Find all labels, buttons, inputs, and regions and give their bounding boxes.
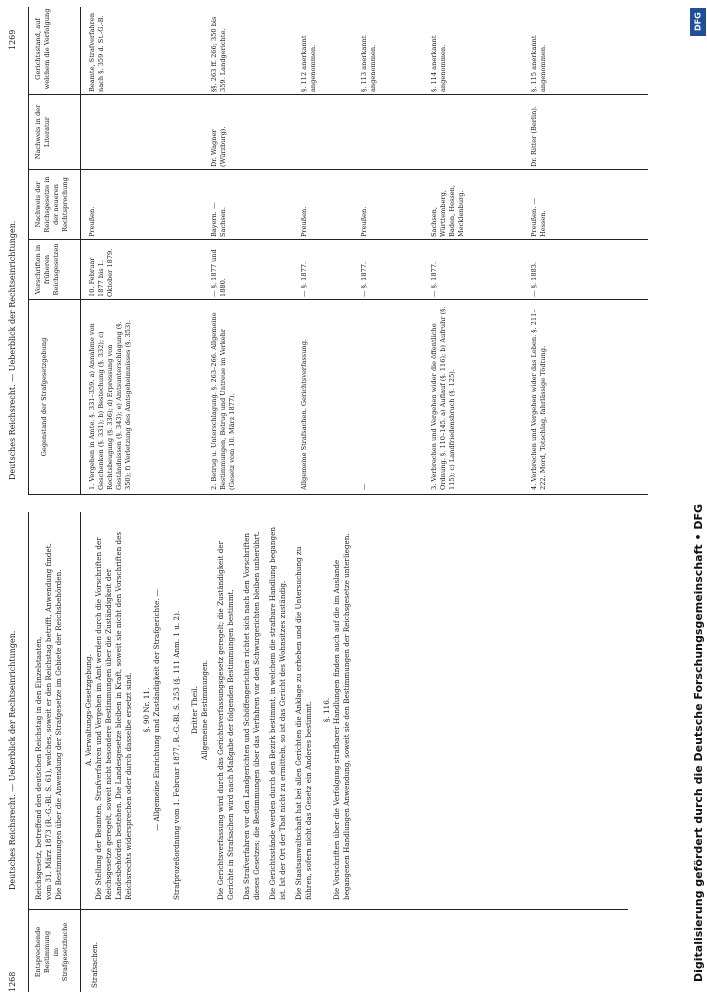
table-row-4-court: §. 113 anerkannt angenommen.: [360, 35, 377, 92]
right-table-left-rule: [28, 494, 648, 495]
table-row-6-state: Preußen. — Hessen.: [530, 197, 547, 237]
table-row-3-subject: Allgemeine Strafsachen. Gerichtsverfassung.: [300, 338, 308, 490]
table-row-4-date: — §. 1877.: [360, 261, 368, 297]
left-page-number: 1268: [8, 971, 17, 992]
table-row-1-date: 10. Februar 1877 bis 1. Oktober 1879.: [88, 248, 114, 297]
table-row-3-date: — §. 1877.: [300, 261, 308, 297]
table-row-6-subject: 4. Verbrechen und Vergehen wider das Leben. §. 211–222. Mord, Totschlag, fahrlässige Tödtung.: [530, 309, 547, 490]
table-row-6-literature: Dr. Ritter (Berlin).: [530, 105, 538, 167]
left-col1-header: Entsprechende Bestimmung im Strafgesetzbuche: [34, 922, 69, 982]
right-page-number: 1269: [8, 29, 17, 50]
left-head-rule: [28, 512, 29, 992]
right-col-rule-2: [28, 239, 648, 240]
right-header-rule: [80, 7, 81, 495]
table-row-1-court: Beamte, Strafverfahren nach §. 359 d. St.-G.-B.: [88, 12, 105, 92]
left-column-rule: [28, 909, 628, 910]
left-intro: Reichsgesetz, betreffend den deutschen Reichstag in den Einzelstaaten, vom 31. März 1873 (R.-G.-Bl. S. 61), welches, soweit er den Reichstag betrifft, Anwendung findet. Die Bestimmungen über die Anwendung der Strafgesetze im Gebiete der Reichsbehörden.: [34, 543, 63, 900]
left-header-rule: [80, 512, 81, 992]
right-header-1: Gegenstand der Strafgesetzgebung: [40, 337, 48, 457]
table-row-4-subject: —: [360, 483, 368, 490]
right-col-rule-3: [28, 169, 648, 170]
table-row-2-state: Bayern. — Sachsen.: [210, 202, 227, 237]
table-row-2-court: §§. 263 ff. 266; 350 bis 359. Landgerichte.: [210, 16, 227, 92]
right-col-rule-1: [28, 299, 648, 300]
table-row-1-subject: 1. Vergehen in Amte. §. 331–359. a) Annahme von Geschenken (§. 331); b) Bestechung (§. 332); c) Rechtsbeugung (§. 336); d) Erpressung von Geständnissen (§. 343); e) Amtsunterschlagung (§. 350); f) Verletzung des Amtsgeheimnisses (§. 353).: [88, 320, 132, 490]
table-row-2-subject: 2. Betrug u. Unterschlagung. §. 263–266. Allgemeine Bestimmungen, Betrug und Untreue im Verkehr (Gesetz vom 10. März 1877).: [210, 312, 236, 490]
digitization-credit: Digitalisierung gefördert durch die Deutsche Forschungsgemeinschaft • DFG: [692, 503, 705, 982]
right-running-head: Deutsches Reichsrecht. — Ueberblick der Rechtseinrichtungen.: [8, 220, 17, 480]
table-row-5-subject: 3. Verbrechen und Vergehen wider die öffentliche Ordnung. §. 110–145. a) Auflauf (§. 116); b) Aufruhr (§. 115); c) Landfriedensbruch (§. 125).: [430, 306, 456, 490]
left-col1-body: Strafsachen.: [90, 942, 99, 988]
dfg-logo: DFG: [690, 8, 706, 36]
table-row-3-court: §. 112 anerkannt angenommen.: [300, 35, 317, 92]
table-row-3-state: Preußen.: [300, 206, 308, 237]
right-header-2: Vorschriften in früheren Reichsgesetzen: [34, 243, 60, 296]
table-row-6-date: — §. 1883.: [530, 261, 538, 297]
table-row-6-court: §. 115 anerkannt angenommen.: [530, 35, 547, 92]
table-row-2-date: — §. 1877 und 1880.: [210, 249, 227, 297]
right-col-rule-4: [28, 94, 648, 95]
table-row-2-literature: Dr. Wagner (Würzburg).: [210, 126, 227, 167]
left-main-text: A. Verwaltungs-Gesetzgebung. Die Stellung der Beamten, Strafverfahren und Vergehen im Amt werden durch die Vorschriften der Reichsgesetze geregelt, soweit nicht besondere Bestimmungen über die Zuständigkeit der Landesbehörden bestehen. Die Landesgesetze bleiben in Kraft, soweit sie nicht den Vorschriften des Reichsrechts widersprechen oder durch dasselbe ersetzt sind. §. 90 Nr. 11. — Allgemeine Einrichtung und Zuständigkeit der Strafgerichte. — Strafprozeßordnung vom 1. Februar 1877, R.-G.-Bl. S. 253 (§. 111 Anm. 1 u. 2). Dritter Theil. Allgemeine Bestimmungen. Die Gerichtsverfassung wird durch das Gerichtsverfassungsgesetz geregelt; die Zuständigkeit der Gerichte in Strafsachen wird nach Maßgabe der folgenden Bestimmungen bestimmt. Das Strafverfahren vor den Landgerichten und Schöffengerichten richtet sich nach den Vorschriften dieses Gesetzes; die Bestimmungen über das Verfahren vor den Schwurgerichten bleiben unberührt. Die Gerichtsstände werden durch den Bezirk bestimmt, in welchem die strafbare Handlung begangen ist. Ist der Ort der That nicht zu ermitteln, so ist das Gericht des Wohnsitzes zuständig. Die Staatsanwaltschaft hat bei allen Gerichten die Anklage zu erheben und die Untersuchung zu führen, sofern nicht das Gesetz ein Anderes bestimmt. §. 116. Die Vorschriften über die Verfolgung strafbarer Handlungen finden auch auf die im Auslande begangenen Handlungen Anwendung, soweit sie den Bestimmungen der Reichsgesetze unterliegen.: [84, 527, 351, 900]
left-running-head: Deutsches Reichsrecht. — Ueberblick der Rechtseinrichtungen.: [8, 630, 17, 890]
table-row-1-state: Preußen.: [88, 206, 96, 237]
right-header-4: Nachweis in der Literatur: [34, 104, 51, 160]
table-row-5-state: Sachsen, Württemberg, Baden, Hessen, Mecklenburg.: [430, 184, 465, 237]
right-header-3: Nachweis der Reichsgesetze in der neueren Rechtsprechung: [34, 176, 69, 233]
table-row-5-date: — §. 1877.: [430, 261, 438, 297]
right-head-rule: [28, 7, 29, 495]
table-row-4-state: Preußen.: [360, 206, 368, 237]
table-row-5-court: §. 114 anerkannt angenommen.: [430, 35, 447, 92]
right-header-5: Gerichtsstand, auf welchem die Verfolgung: [34, 8, 51, 90]
digitization-side-strip: [689, 0, 707, 1000]
